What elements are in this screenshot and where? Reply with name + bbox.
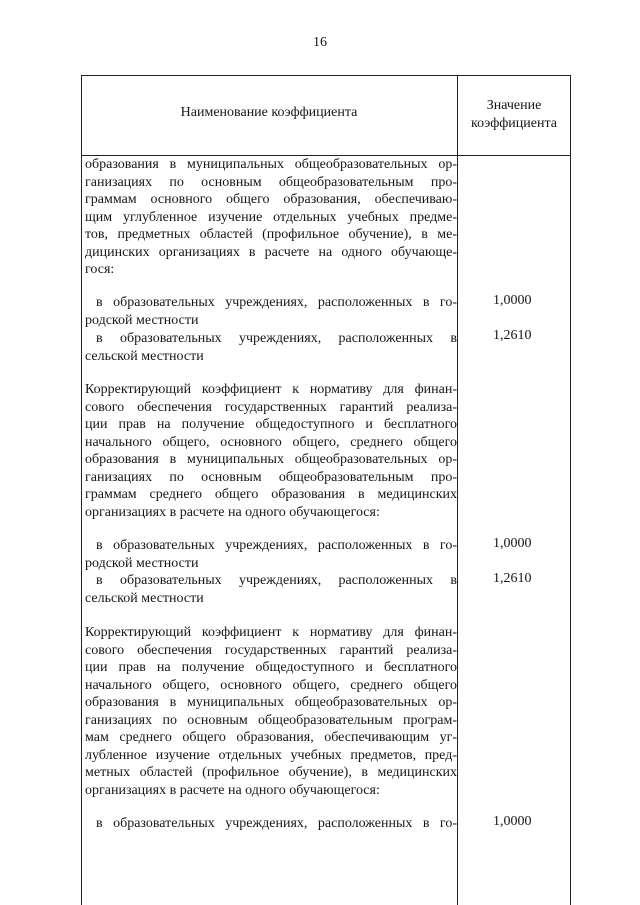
text-line: щим углубленное изучение отдельных учебных предме- bbox=[85, 209, 457, 225]
text-line: ганизациях по основным общеобразовательным програм- bbox=[85, 712, 457, 728]
text-block-continuation bbox=[85, 156, 457, 279]
text-block-coefficient-3 bbox=[85, 624, 457, 799]
text-block-coefficient-2 bbox=[85, 381, 457, 521]
text-line: метных областей (профильное обучение), в медицинских bbox=[85, 765, 457, 780]
text-line: в образовательных учреждениях, расположенных в го- bbox=[96, 538, 457, 553]
column-header-value-line-2: коэффициента bbox=[471, 116, 557, 131]
text-block-rural-2 bbox=[85, 572, 457, 607]
text-line: родской местности bbox=[85, 555, 199, 571]
text-line: лубленное изучение отдельных учебных предметов, пред- bbox=[85, 747, 457, 763]
text-line: сового обеспечения государственных гарантий реализа- bbox=[85, 399, 457, 415]
text-line: сельской местности bbox=[85, 348, 204, 364]
text-line: начального общего, основного общего, среднего общего bbox=[85, 434, 457, 450]
text-line: образования в муниципальных общеобразовательных ор- bbox=[85, 695, 457, 710]
text-line: Корректирующий коэффициент к нормативу для финан- bbox=[85, 625, 457, 640]
text-line: начального общего, основного общего, среднего общего bbox=[85, 677, 457, 693]
coefficient-value: 1,0000 bbox=[493, 293, 532, 308]
text-line: образования в муниципальных общеобразовательных ор- bbox=[85, 452, 457, 467]
text-line: граммам среднего общего образования в медицинских bbox=[85, 487, 457, 502]
text-line: дицинских организациях в расчете на одного обучающе- bbox=[85, 244, 457, 260]
text-line: сельской местности bbox=[85, 590, 204, 606]
text-block-rural-1 bbox=[85, 330, 457, 365]
text-block-urban-3 bbox=[85, 815, 457, 833]
text-line: мам среднего общего образования, обеспечивающим уг- bbox=[85, 730, 457, 745]
coefficient-value: 1,0000 bbox=[493, 536, 532, 551]
coefficient-table bbox=[81, 75, 571, 905]
text-line: организациях в расчете на одного обучающегося: bbox=[85, 504, 380, 520]
column-header-value-line-1: Значение bbox=[486, 98, 542, 113]
text-block-urban-1 bbox=[85, 294, 457, 329]
text-line: в образовательных учреждениях, расположенных в го- bbox=[96, 295, 457, 310]
table-right-border bbox=[570, 75, 571, 905]
text-line: Корректирующий коэффициент к нормативу для финан- bbox=[85, 382, 457, 397]
text-line: ции прав на получение общедоступного и бесплатного bbox=[85, 660, 457, 675]
text-line: ции прав на получение общедоступного и бесплатного bbox=[85, 417, 457, 432]
text-line: ганизациях по основным общеобразовательным про- bbox=[85, 174, 457, 190]
text-line: образования в муниципальных общеобразовательных ор- bbox=[85, 157, 457, 172]
text-line: в образовательных учреждениях, расположенных в bbox=[96, 331, 457, 346]
column-divider bbox=[457, 75, 458, 905]
table-top-border bbox=[81, 75, 570, 76]
page-number: 16 bbox=[313, 35, 327, 50]
text-line: ганизациях по основным общеобразовательным про- bbox=[85, 469, 457, 485]
text-line: организациях в расчете на одного обучающегося: bbox=[85, 782, 380, 798]
coefficient-value: 1,2610 bbox=[493, 571, 532, 586]
text-line: в образовательных учреждениях, расположенных в bbox=[96, 573, 457, 588]
text-line: тов, предметных областей (профильное обучение), в ме- bbox=[85, 227, 457, 242]
text-block-urban-2 bbox=[85, 537, 457, 572]
text-line: гося: bbox=[85, 262, 115, 277]
text-line: граммам основного общего образования, обеспечиваю- bbox=[85, 192, 457, 207]
coefficient-value: 1,2610 bbox=[493, 328, 532, 343]
column-header-name: Наименование коэффициента bbox=[180, 105, 358, 120]
table-left-border bbox=[81, 75, 82, 905]
text-line: в образовательных учреждениях, расположенных в го- bbox=[96, 816, 457, 831]
text-line: родской местности bbox=[85, 312, 199, 328]
coefficient-value: 1,0000 bbox=[493, 814, 532, 829]
text-line: сового обеспечения государственных гарантий реализа- bbox=[85, 642, 457, 658]
column-header-value bbox=[458, 97, 570, 133]
